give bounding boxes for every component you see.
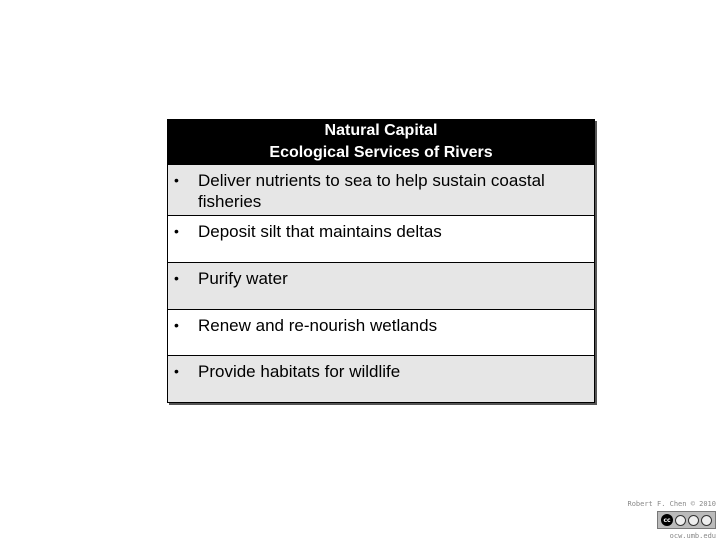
bullet: • bbox=[174, 172, 179, 188]
by-icon bbox=[675, 515, 686, 526]
list-item-text: Purify water bbox=[198, 269, 288, 288]
list-item bbox=[168, 262, 594, 309]
credit-block bbox=[616, 500, 716, 540]
list-item-text: Deposit silt that maintains deltas bbox=[198, 222, 442, 241]
card-title-line2: Ecological Services of Rivers bbox=[269, 144, 493, 161]
creative-commons-icon[interactable] bbox=[657, 511, 716, 529]
credit-author: Robert F. Chen © 2010 bbox=[627, 500, 716, 508]
card-header bbox=[168, 120, 594, 164]
sa-icon bbox=[701, 515, 712, 526]
nc-icon bbox=[688, 515, 699, 526]
list-item-text: Provide habitats for wildlife bbox=[198, 362, 401, 381]
bullet: • bbox=[174, 317, 179, 333]
bullet: • bbox=[174, 223, 179, 239]
cc-logo-icon: cc bbox=[661, 514, 673, 526]
list-item bbox=[168, 215, 594, 262]
bullet: • bbox=[174, 270, 179, 286]
list-item-text: Renew and re-nourish wetlands bbox=[198, 316, 438, 335]
list-item bbox=[168, 309, 594, 355]
list-item bbox=[168, 164, 594, 215]
bullet: • bbox=[174, 363, 179, 379]
credit-site-link[interactable]: ocw.umb.edu bbox=[669, 532, 716, 540]
list-item-text: Deliver nutrients to sea to help sustain coastal fisheries bbox=[198, 171, 545, 211]
card-title-line1: Natural Capital bbox=[324, 122, 438, 139]
ecological-services-card bbox=[167, 119, 595, 403]
list-item bbox=[168, 355, 594, 402]
